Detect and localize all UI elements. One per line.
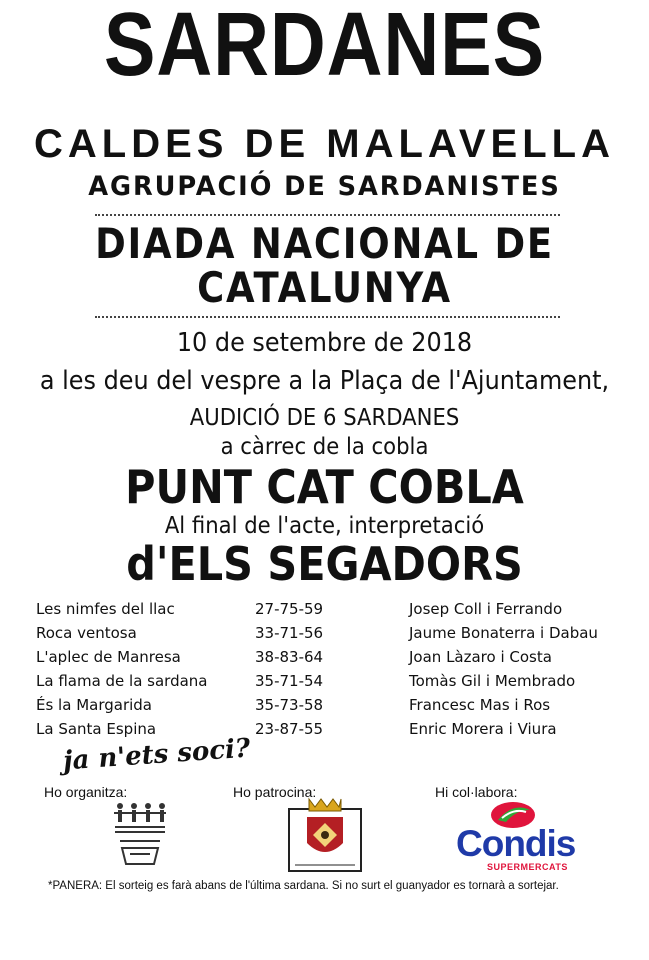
audition-text: AUDICIÓ DE 6 SARDANES — [189, 405, 460, 431]
sardana-code: 38-83-64 — [255, 648, 324, 666]
town-name: CALDES DE MALAVELLA — [34, 122, 615, 166]
event-name-line1: DIADA NACIONAL DE — [95, 219, 554, 268]
sardana-code: 27-75-59 — [255, 600, 324, 618]
sardana-title: La flama de la sardana — [36, 672, 208, 690]
sardana-title: És la Margarida — [36, 696, 152, 714]
sardana-title: L'aplec de Manresa — [36, 648, 181, 666]
collaborates-label: Hi col·labora: — [435, 784, 518, 800]
list-item — [0, 624, 649, 648]
list-item — [0, 696, 649, 720]
sardana-code: 33-71-56 — [255, 624, 324, 642]
list-item — [0, 672, 649, 696]
ajuntament-caldes-logo — [285, 795, 365, 875]
sardana-composer: Enric Morera i Viura — [409, 720, 557, 738]
sardana-composer: Jaume Bonaterra i Dabau — [409, 624, 598, 642]
organizer-name: AGRUPACIÓ DE SARDANISTES — [88, 171, 561, 202]
sardana-composer: Josep Coll i Ferrando — [409, 600, 563, 618]
sardana-code: 35-71-54 — [255, 672, 324, 690]
sardana-title: Les nimfes del llac — [36, 600, 175, 618]
organizes-label: Ho organitza: — [44, 784, 128, 800]
list-item — [0, 600, 649, 624]
footnote: *PANERA: El sorteig es farà abans de l'última sardana. Si no surt el guanyador es tornarà a sortejar. — [48, 880, 559, 892]
condis-logo: Condis — [456, 823, 576, 864]
final-text: Al final de l'acte, interpretació — [164, 513, 485, 539]
list-item — [0, 720, 649, 744]
poster-title: SARDANES — [103, 0, 546, 95]
membership-slogan: ja n'ets soci? — [62, 733, 252, 777]
event-date: 10 de setembre de 2018 — [176, 328, 473, 358]
sardana-title: La Santa Espina — [36, 720, 157, 738]
condis-subtitle: SUPERMERCATS — [487, 862, 568, 872]
program-list — [0, 600, 649, 744]
event-name-line2: CATALUNYA — [197, 263, 452, 312]
sardana-code: 23-87-55 — [255, 720, 324, 738]
sardana-title: Roca ventosa — [36, 624, 137, 642]
sardana-composer: Joan Làzaro i Costa — [409, 648, 552, 666]
dotted-divider — [95, 214, 560, 216]
dotted-divider — [95, 316, 560, 318]
sardana-composer: Tomàs Gil i Membrado — [409, 672, 576, 690]
by-text: a càrrec de la cobla — [220, 434, 429, 460]
event-time-place: a les deu del vespre a la Plaça de l'Ajuntament, — [39, 366, 610, 396]
anthem-name: d'ELS SEGADORS — [126, 537, 523, 591]
event-name — [39, 219, 610, 312]
sardana-code: 35-73-58 — [255, 696, 324, 714]
sardana-composer: Francesc Mas i Ros — [409, 696, 551, 714]
cobla-name: PUNT CAT COBLA — [125, 460, 524, 514]
list-item — [0, 648, 649, 672]
agrupacio-sardanistes-logo — [110, 800, 170, 870]
sponsors-label: Ho patrocina: — [233, 784, 317, 800]
